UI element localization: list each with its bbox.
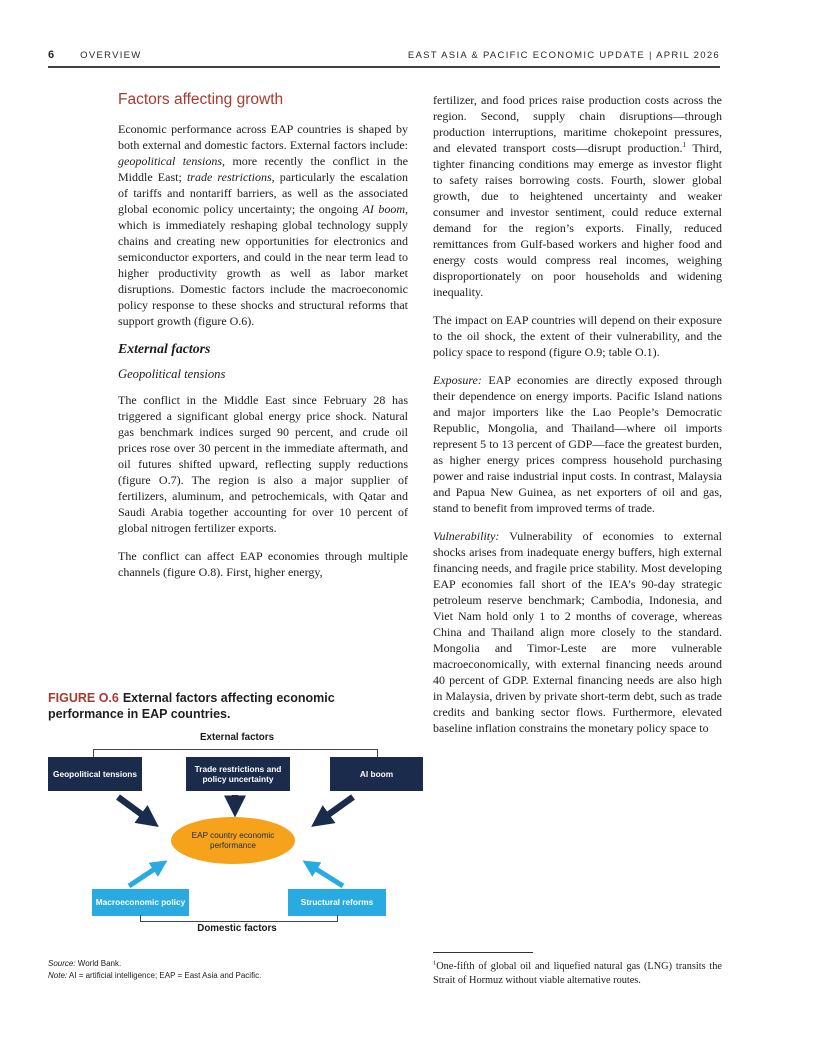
- figure-source-note: [48, 958, 426, 981]
- footnote-marker: 1: [433, 959, 437, 967]
- paragraph-channels: The conflict can affect EAP economies through multiple channels (figure O.8). First, higher energy,: [118, 549, 408, 579]
- figure-source: [48, 958, 426, 970]
- box-geopolitical-tensions: Geopolitical tensions: [48, 757, 142, 791]
- arrow-macro-icon: [129, 864, 162, 886]
- figure-title: External factors affecting economic performance in EAP countries.: [48, 691, 335, 721]
- arrow-structural-icon: [308, 864, 343, 886]
- page-header: [48, 49, 720, 61]
- header-rule: [48, 66, 720, 68]
- note-text: AI = artificial intelligence; EAP = East Asia and Pacific.: [67, 970, 262, 980]
- figure-label: FIGURE O.6: [48, 691, 119, 705]
- figure-note: [48, 970, 426, 982]
- header-left: [48, 49, 142, 61]
- note-label: Note:: [48, 970, 68, 980]
- subheading-geopolitical-tensions: Geopolitical tensions: [118, 367, 226, 381]
- left-column: [118, 92, 408, 592]
- report-title: EAST ASIA & PACIFIC ECONOMIC UPDATE | APRIL 2026: [407, 50, 720, 61]
- paragraph-conflict-shock: The conflict in the Middle East since February 28 has triggered a significant global energy price shock. Natural gas benchmark indices surged 90 percent, and crude oil prices rose over 30 percent in the immediate aftermath, and oil futures shifted upward, reflecting supply reductions (figure O.7). The region is also a major supplier of fertilizers, aluminum, and petrochemicals, with Qatar and Saudi Arabia together accounting for over 10 percent of global nitrogen fertilizer exports.: [118, 393, 408, 535]
- section-heading: Factors affecting growth: [118, 91, 284, 108]
- paragraph-transmission-channels: fertilizer, and food prices raise production costs across the region. Second, supply chain disruptions—through production interruptions, maritime chokepoint pressures, and elevated transport costs—disrupt production.$^1$ Third, tighter financing conditions may emerge as investor flight to safety raises borrowing costs. Fourth, slower global growth, due to heightened uncertainty and weaker consumer and investor sentiment, could reduce external demand for the region’s exports. Finally, reduced remittances from Gulf-based workers and higher food and energy costs would compress real incomes, weighing disproportionately on poor households and widening inequality.: [433, 93, 723, 299]
- figure-o6: [48, 690, 426, 981]
- footnote: [433, 952, 722, 987]
- paragraph-external-domestic: Economic performance across EAP countries is shaped by both external and domestic factors. External factors include: geopolitical tensions, more recently the conflict in the Middle East; trade restrictions, particularly the escalation of tariffs and nontariff barriers, as well as the associated global economic policy uncertainty; the ongoing AI boom, which is immediately reshaping global technology supply chains and creating new opportunities for electronics and semiconductor exporters, and could in the near term lead to higher productivity growth as well as labor market disruptions. Domestic factors include the macroeconomic policy response to these shocks and structural reforms that support growth (figure O.6).: [118, 122, 408, 328]
- footnote-text: One-fifth of global oil and liquefied natural gas (LNG) transits the Strait of Hormuz without viable alternative routes.: [433, 961, 722, 986]
- footnote-rule: [433, 952, 533, 953]
- paragraph-vulnerability: Vulnerability: Vulnerability of economies to external shocks arises from inadequate energy buffers, high external financing needs, and fragile price stability. Most developing EAP economies fall short of the IEA’s 90-day strategic petroleum reserve benchmark; Cambodia, Indonesia, and Viet Nam hold only 1 to 2 months of coverage, whereas China and Thailand align more closely to the standard. Mongolia and Timor-Leste are more vulnerable macroeconomically, with external financing needs around 40 percent of GDP. External financing needs are also high in Malaysia, driven by private short-term debt, such as trade credits and banking sector flows. Furthermore, elevated baseline inflation constrains the monetary policy space to: [433, 529, 722, 735]
- right-column: [433, 92, 722, 987]
- paragraph-exposure: Exposure: EAP economies are directly exposed through their dependence on energy imports. Pacific Island nations and major importers like the Lao People’s Democratic Republic, Mongolia, and Thailand—where oil imports represent 5 to 13 percent of GDP—face the greatest burden, as higher energy prices compress household purchasing power and raise industrial input costs. In contrast, Malaysia and Papua New Guinea, as net exporters of oil and gas, stand to benefit from improved terms of trade.: [433, 373, 722, 515]
- box-structural-reforms: Structural reforms: [288, 889, 386, 916]
- external-factors-label: External factors: [199, 732, 275, 743]
- box-macroeconomic-policy: Macroeconomic policy: [92, 889, 189, 916]
- paragraph-impact: The impact on EAP countries will depend on their exposure to the oil shock, the extent of their vulnerability, and the policy space to respond (figure O.9; table O.1).: [433, 313, 722, 359]
- subheading-external-factors: External factors: [118, 341, 211, 356]
- section-label: OVERVIEW: [80, 50, 142, 61]
- source-text: World Bank.: [75, 959, 122, 968]
- source-label: Source:: [48, 959, 76, 968]
- domestic-factors-label: Domestic factors: [197, 923, 277, 934]
- arrow-geopolitical-icon: [118, 797, 152, 822]
- figure-caption: [48, 690, 398, 722]
- domestic-factors-bracket: [140, 915, 338, 922]
- box-trade-restrictions: Trade restrictions and policy uncertainty: [186, 757, 290, 791]
- box-ai-boom: AI boom: [330, 757, 423, 791]
- ellipse-eap-performance: EAP country economic performance: [171, 817, 295, 864]
- arrow-ai-icon: [318, 797, 353, 822]
- page-number: 6: [48, 49, 55, 61]
- figure-diagram: [48, 731, 426, 943]
